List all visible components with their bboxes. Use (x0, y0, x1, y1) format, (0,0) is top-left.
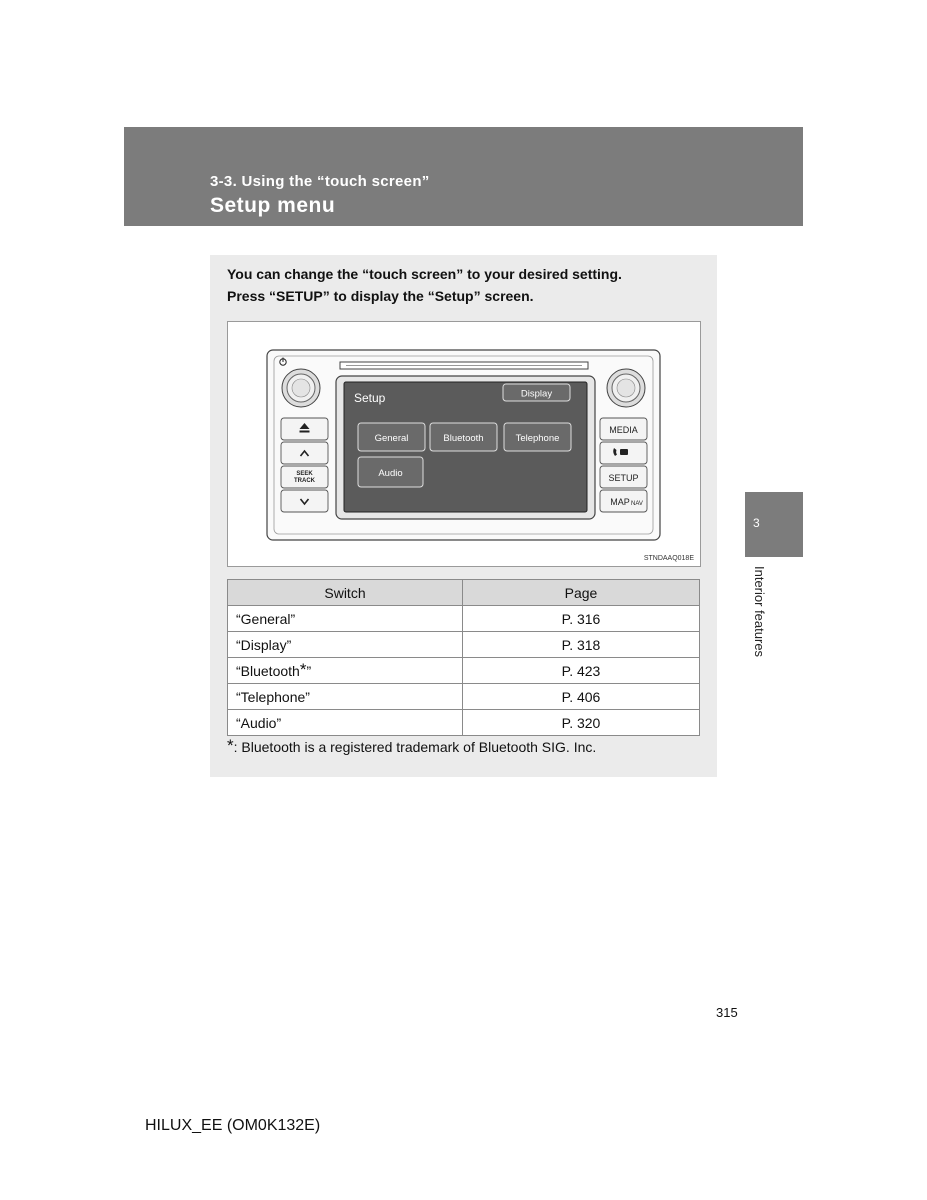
figure-code: STNDAAQ018E (643, 555, 694, 562)
content-box (210, 255, 717, 777)
footnote (227, 736, 597, 755)
table-row (228, 684, 700, 710)
intro-line-2: Press “SETUP” to display the “Setup” screen. (227, 288, 534, 304)
switch-table (227, 579, 700, 736)
footnote-text: : Bluetooth is a registered trademark of Bluetooth SIG. Inc. (233, 739, 597, 755)
table-row (228, 658, 700, 684)
svg-text:General: General (374, 433, 409, 444)
page-cell: P. 318 (463, 632, 700, 658)
table-row (228, 632, 700, 658)
page-cell: P. 316 (463, 606, 700, 632)
screen-button-display (503, 384, 570, 401)
column-header-switch: Switch (228, 580, 463, 606)
svg-text:SETUP: SETUP (608, 473, 639, 483)
table-header-row (228, 580, 700, 606)
chapter-tab (745, 492, 803, 557)
table-row (228, 710, 700, 736)
power-volume-knob (282, 369, 320, 407)
svg-text:NAV: NAV (631, 501, 643, 507)
chapter-label: Interior features (752, 566, 767, 658)
table-row (228, 606, 700, 632)
phone-icon (613, 448, 628, 456)
screen-title: Setup (354, 391, 386, 405)
page-number: 315 (716, 1005, 738, 1020)
switch-cell: “Telephone” (228, 684, 463, 710)
svg-text:Display: Display (520, 388, 553, 400)
svg-text:Bluetooth: Bluetooth (443, 433, 484, 444)
svg-text:MEDIA: MEDIA (609, 425, 638, 435)
page-cell: P. 320 (463, 710, 700, 736)
switch-text: “Bluetooth (236, 662, 300, 679)
seek-track-button (281, 466, 328, 488)
screen-button-general (358, 423, 425, 451)
screen-button-audio (358, 457, 423, 487)
footnote-star: * (299, 659, 307, 679)
svg-text:SEEK: SEEK (296, 471, 313, 477)
page-cell: P. 423 (463, 658, 700, 684)
page-title: Setup menu (210, 194, 336, 217)
head-unit-figure (227, 321, 701, 567)
page-cell: P. 406 (463, 684, 700, 710)
column-header-page: Page (463, 580, 700, 606)
screen-button-bluetooth (430, 423, 497, 451)
down-button (281, 490, 328, 512)
switch-cell: “Audio” (228, 710, 463, 736)
up-button (281, 442, 328, 464)
head-unit-illustration (228, 322, 700, 566)
intro-line-1: You can change the “touch screen” to your desired setting. (227, 266, 622, 282)
chapter-number: 3 (753, 516, 760, 530)
intro-text (227, 263, 697, 307)
svg-text:TRACK: TRACK (294, 478, 315, 484)
switch-cell (228, 658, 463, 684)
footer-code: HILUX_EE (OM0K132E) (145, 1117, 321, 1134)
svg-text:Telephone: Telephone (515, 433, 560, 444)
svg-text:MAP: MAP (610, 497, 630, 507)
tune-scroll-knob (607, 369, 645, 407)
footnote-star: * (227, 736, 234, 755)
screen-button-telephone (504, 423, 571, 451)
svg-text:Audio: Audio (378, 468, 403, 479)
switch-cell: “General” (228, 606, 463, 632)
chapter-header (124, 127, 803, 226)
switch-cell: “Display” (228, 632, 463, 658)
switch-suffix: ” (306, 662, 312, 679)
section-title: 3-3. Using the “touch screen” (210, 173, 430, 190)
